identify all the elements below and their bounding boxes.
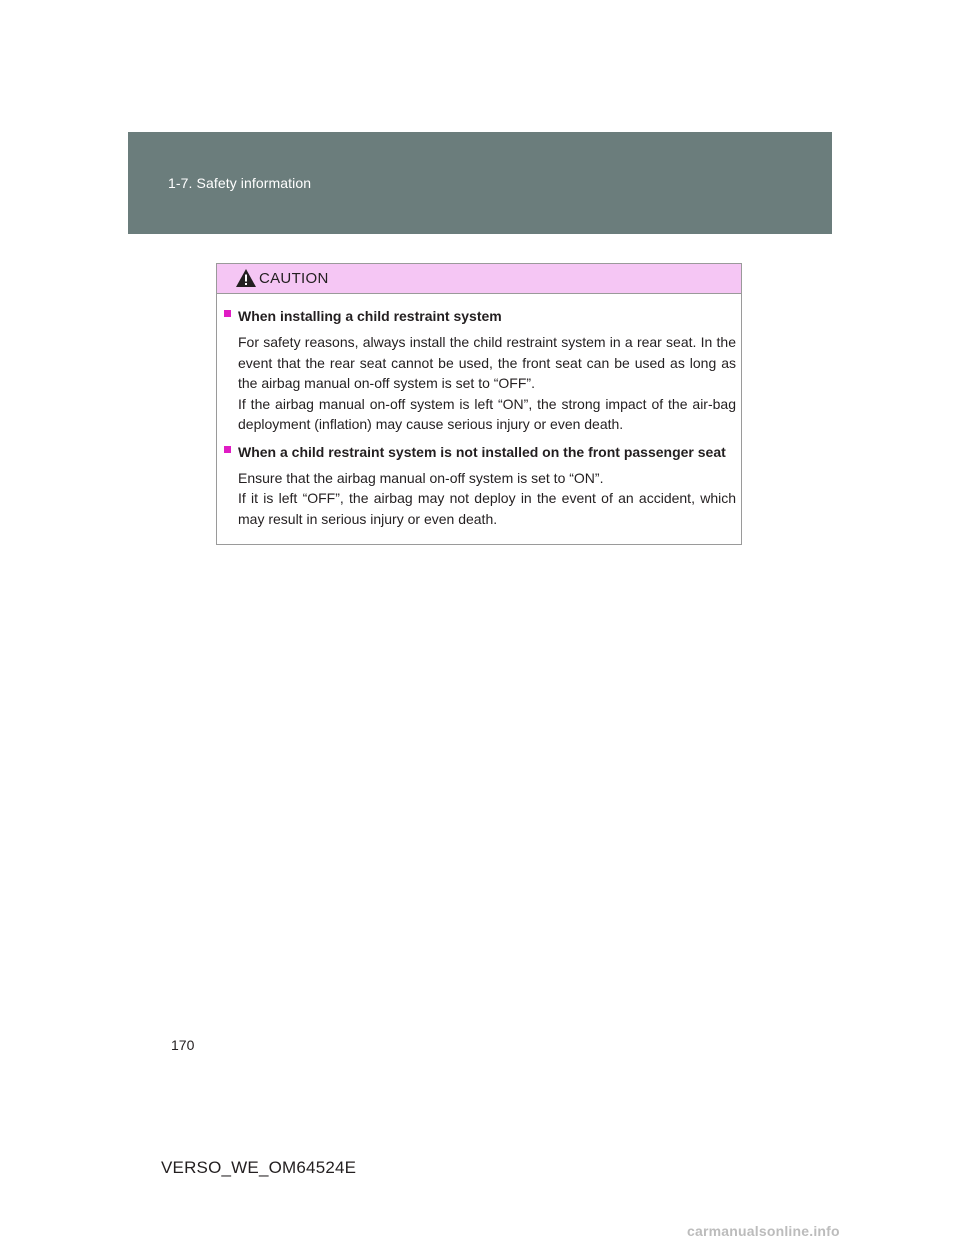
caution-box — [216, 263, 742, 545]
section-header — [128, 132, 832, 234]
bullet-square-icon — [224, 446, 231, 453]
caution-header — [217, 264, 741, 294]
watermark: carmanualsonline.info — [687, 1223, 840, 1239]
bullet-square-icon — [224, 310, 231, 317]
caution-item — [224, 442, 736, 530]
caution-item-text: For safety reasons, always install the child restraint system in a rear seat. In the event that the rear seat cannot be used, the front seat can be used as long as the airbag manual on-off system is set to “OFF”. If the airbag manual on-off system is left “ON”, the strong impact of the air-bag deployment (inflation) may cause serious injury or even death. — [238, 334, 736, 432]
caution-item-heading: When installing a child restraint system — [238, 308, 502, 324]
page-number: 170 — [171, 1037, 195, 1053]
caution-item — [224, 306, 736, 435]
caution-body — [217, 294, 741, 529]
caution-item-text: Ensure that the airbag manual on-off system is set to “ON”. If it is left “OFF”, the airbag may not deploy in the event of an accident, which may result in serious injury or even death. — [238, 469, 736, 527]
caution-label: CAUTION — [259, 270, 329, 287]
caution-item-heading: When a child restraint system is not installed on the front passenger seat — [238, 443, 726, 460]
section-title: 1-7. Safety information — [168, 175, 312, 191]
document-code: VERSO_WE_OM64524E — [161, 1158, 357, 1177]
warning-triangle-icon — [235, 268, 257, 288]
